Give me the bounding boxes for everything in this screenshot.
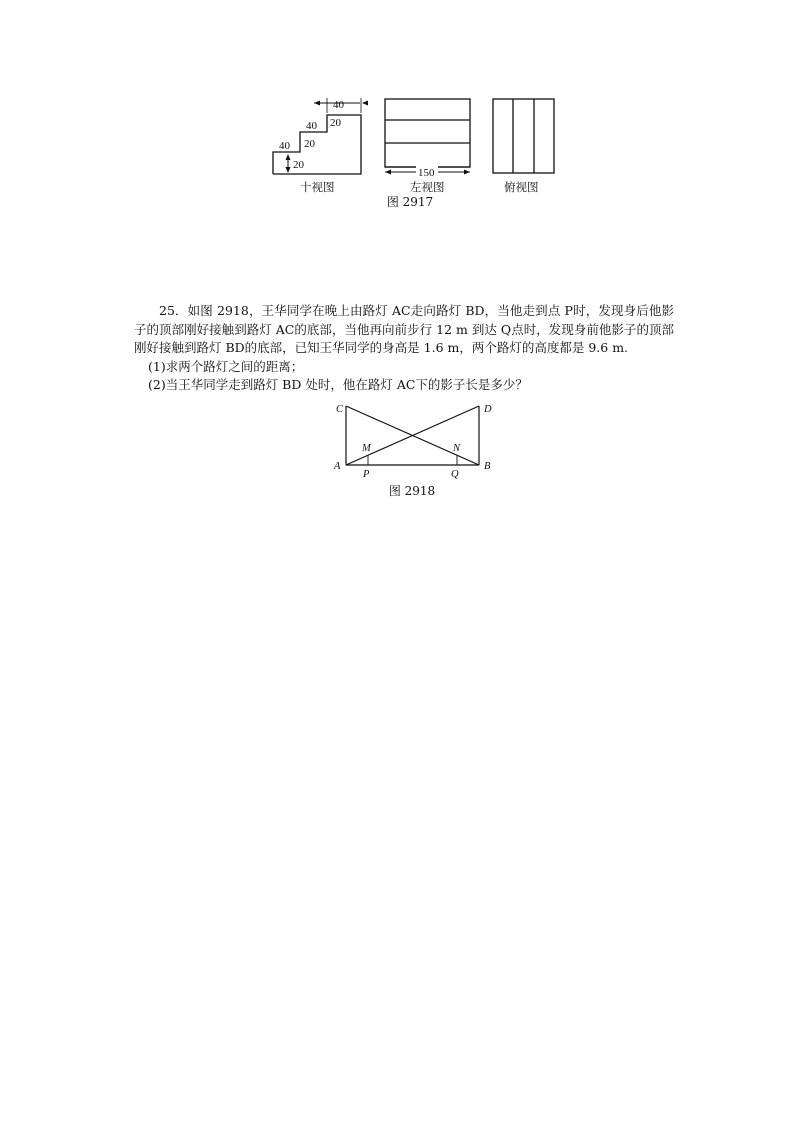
point-p-label: P [363, 469, 370, 480]
dim-arrow-down-head [286, 167, 291, 173]
point-a-label: A [334, 461, 341, 472]
problem-25-question-1: (1)求两个路灯之间的距离； [148, 358, 304, 374]
front-view-label: 十视图 [300, 182, 335, 194]
dim-mid-riser: 20 [304, 138, 315, 150]
problem-25-statement: 25．如图 2918，王华同学在晚上由路灯 AC走向路灯 BD，当他走到点 P时，发现身后他影子的顶部刚好接触到路灯 AC的底部，当他再向前步行 12 m 到达 Q点时，发现身前他影子的顶部刚好接触到路灯 BD的底部，已知王华同学的身高是 1.6 m，两个路灯的高度都是 9.6 m. [134, 303, 674, 355]
dim-mid-width: 40 [306, 120, 317, 132]
point-q-label: Q [451, 469, 459, 480]
figure-2917 [260, 90, 560, 200]
point-m-label: M [362, 443, 371, 454]
dim-low-width: 40 [279, 140, 290, 152]
left-view-drawing [385, 99, 470, 172]
top-view-drawing [493, 99, 554, 173]
point-b-label: B [484, 461, 491, 472]
left-view-width-dim: 150 [418, 167, 435, 179]
dim-bottom-riser: 20 [293, 159, 304, 171]
left-view-dim-arrow-left [385, 170, 391, 175]
top-view-label: 俯视图 [504, 182, 539, 194]
left-view-dim-arrow-right [464, 170, 470, 175]
dim-arrow-left-head [314, 101, 320, 106]
dim-arrow-right-head [362, 101, 368, 106]
point-d-label: D [484, 404, 492, 415]
figure-2918-caption: 图 2918 [388, 484, 436, 498]
dim-arrow-up-head [286, 154, 291, 160]
point-c-label: C [336, 404, 344, 415]
left-view-label: 左视图 [410, 182, 445, 194]
dim-top-width: 40 [333, 99, 344, 111]
dim-upper-riser: 20 [330, 117, 341, 129]
problem-25-question-2: (2)当王华同学走到路灯 BD 处时，他在路灯 AC下的影子长是多少？ [148, 377, 528, 392]
problem-25 [134, 302, 674, 395]
front-view-drawing [273, 98, 361, 174]
point-n-label: N [453, 443, 461, 454]
figure-2917-caption: 图 2917 [386, 195, 434, 209]
figure-2918 [330, 396, 500, 481]
